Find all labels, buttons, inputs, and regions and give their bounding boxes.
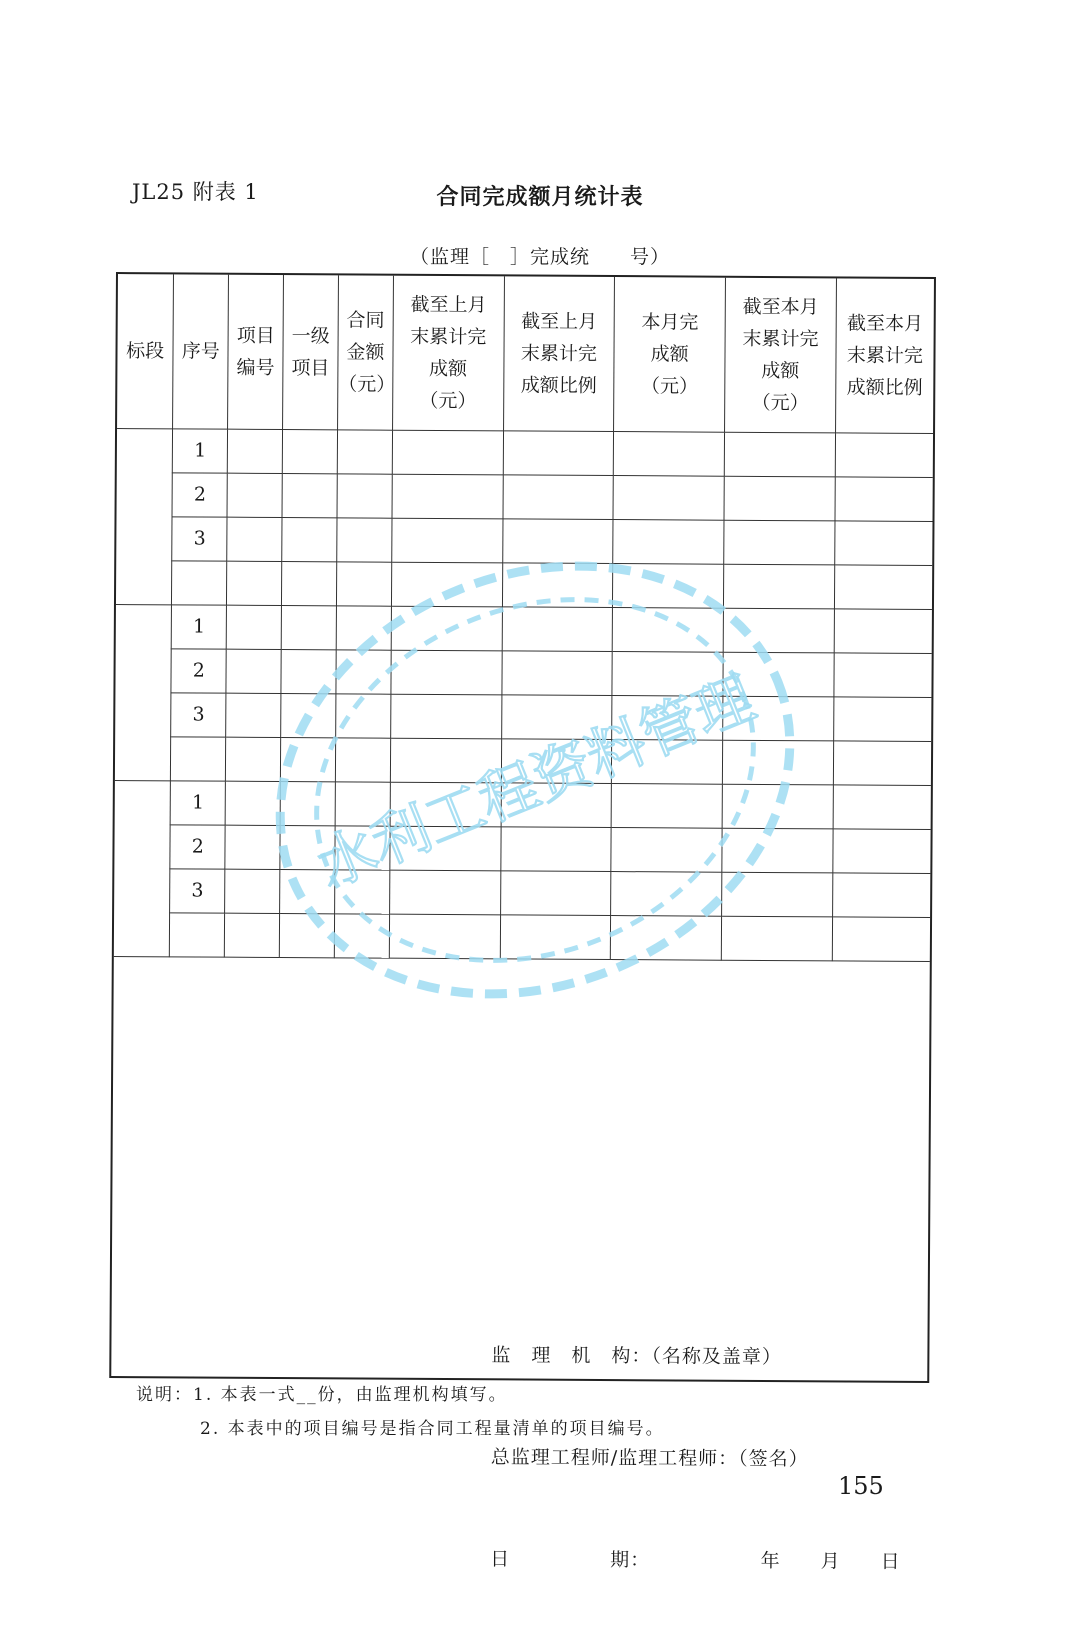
entry-cell[interactable]	[226, 693, 281, 737]
column-header-line: （元）	[751, 391, 809, 414]
entry-cell[interactable]	[723, 608, 834, 653]
entry-cell[interactable]	[391, 650, 502, 695]
completion-table	[114, 274, 934, 961]
entry-cell[interactable]	[227, 517, 282, 561]
table-header-row	[117, 274, 934, 433]
entry-cell[interactable]	[392, 518, 503, 563]
entry-cell[interactable]	[722, 740, 833, 785]
entry-cell[interactable]	[723, 696, 834, 741]
table-row	[115, 692, 931, 741]
entry-cell[interactable]	[722, 828, 833, 873]
entry-cell[interactable]	[834, 564, 932, 609]
entry-cell[interactable]	[502, 518, 613, 563]
entry-cell[interactable]	[502, 606, 613, 651]
row-number-cell: 2	[172, 472, 227, 516]
entry-cell[interactable]	[502, 562, 613, 607]
entry-cell[interactable]	[724, 520, 835, 565]
entry-cell[interactable]	[225, 913, 280, 957]
entry-cell[interactable]	[834, 608, 932, 653]
entry-cell[interactable]	[281, 605, 336, 649]
engineer-signature-label: 总监理工程师/监理工程师：（签名）	[490, 1446, 809, 1471]
section-cell[interactable]	[116, 428, 173, 604]
entry-cell[interactable]	[334, 913, 389, 957]
entry-cell[interactable]	[336, 605, 391, 649]
column-header-line: 成额	[761, 359, 800, 382]
table-row	[115, 648, 931, 697]
entry-cell[interactable]	[337, 473, 392, 517]
section-cell[interactable]	[114, 780, 171, 956]
entry-cell[interactable]	[722, 784, 833, 829]
entry-cell[interactable]	[227, 561, 282, 605]
entry-cell[interactable]	[503, 474, 614, 519]
entry-cell[interactable]	[503, 430, 614, 475]
table-row	[116, 604, 932, 653]
table-row	[117, 472, 933, 521]
column-header-line: 截至上月	[410, 293, 487, 317]
column-header	[173, 274, 229, 428]
entry-cell[interactable]	[613, 607, 724, 652]
entry-cell[interactable]	[835, 476, 933, 521]
entry-cell[interactable]	[500, 914, 611, 959]
column-header	[835, 278, 934, 433]
column-header-line: 末累计完	[742, 327, 819, 351]
column-header-line: 成额比例	[520, 374, 597, 397]
entry-cell[interactable]	[501, 650, 612, 695]
table-row	[115, 780, 931, 829]
entry-cell[interactable]	[391, 606, 502, 651]
column-header-line: 末累计完	[520, 342, 598, 365]
entry-cell[interactable]	[723, 652, 834, 697]
entry-cell[interactable]	[335, 737, 390, 781]
entry-cell[interactable]	[336, 649, 391, 693]
entry-cell[interactable]	[833, 696, 931, 741]
entry-cell[interactable]	[280, 825, 335, 869]
entry-cell[interactable]	[226, 605, 281, 649]
row-number-cell: 3	[170, 868, 225, 912]
entry-cell[interactable]	[281, 693, 336, 737]
entry-cell[interactable]	[390, 826, 501, 871]
entry-cell[interactable]	[612, 651, 723, 696]
entry-cell[interactable]	[611, 827, 722, 872]
entry-cell[interactable]	[833, 784, 931, 829]
column-header	[117, 274, 174, 428]
entry-cell[interactable]	[279, 913, 334, 957]
column-header	[392, 276, 504, 431]
entry-cell[interactable]	[225, 869, 280, 913]
table-row	[114, 824, 930, 873]
note-line-1: 说明：1. 本表一式__份，由监理机构填写。	[136, 1385, 508, 1405]
entry-cell[interactable]	[389, 914, 500, 959]
column-header-line: 截至本月	[847, 312, 924, 335]
entry-cell[interactable]	[835, 520, 933, 565]
column-header-line: 标段	[126, 339, 165, 363]
entry-cell[interactable]	[721, 916, 832, 961]
table-row	[115, 736, 931, 785]
table-row	[114, 868, 930, 917]
entry-cell[interactable]	[336, 693, 391, 737]
column-header-line: 截至本月	[742, 295, 819, 319]
entry-cell[interactable]	[335, 825, 390, 869]
column-header-line: （元）	[338, 373, 396, 396]
row-number-cell: 1	[173, 428, 228, 472]
table-row	[116, 516, 932, 565]
entry-cell[interactable]	[611, 915, 722, 960]
column-header-line: 末累计完	[410, 325, 487, 349]
entry-cell[interactable]	[835, 432, 933, 477]
column-header-line: 成额比例	[846, 376, 923, 399]
entry-cell[interactable]	[281, 649, 336, 693]
entry-cell[interactable]	[390, 738, 501, 783]
table-row	[117, 428, 933, 477]
column-header-line: 本月完	[641, 310, 699, 334]
entry-cell[interactable]	[389, 870, 500, 915]
column-header	[614, 277, 726, 432]
form-subtitle: （监理［ ］完成统 号）	[409, 246, 670, 268]
form-title: 合同完成额月统计表	[436, 185, 644, 210]
entry-cell[interactable]	[613, 563, 724, 608]
entry-cell[interactable]	[337, 429, 392, 473]
table-row	[116, 560, 932, 609]
row-number-cell: 3	[172, 516, 227, 560]
entry-cell[interactable]	[335, 781, 390, 825]
column-header-line: 截至上月	[521, 310, 598, 333]
column-header	[283, 275, 339, 429]
entry-cell[interactable]	[501, 694, 612, 739]
entry-cell[interactable]	[225, 825, 280, 869]
row-number-cell: 3	[171, 692, 226, 736]
signature-block	[490, 1270, 903, 1647]
column-header-line: 项目	[236, 324, 275, 347]
column-header-line: 成额	[429, 357, 468, 380]
section-cell[interactable]	[115, 604, 172, 780]
entry-cell[interactable]	[614, 431, 725, 476]
entry-cell[interactable]	[611, 871, 722, 916]
column-header	[337, 275, 396, 429]
entry-cell[interactable]	[724, 432, 835, 477]
entry-cell[interactable]	[724, 564, 835, 609]
entry-cell[interactable]	[501, 738, 612, 783]
entry-cell[interactable]	[280, 781, 335, 825]
column-header-line: 合同	[346, 309, 385, 332]
entry-cell[interactable]	[282, 517, 337, 561]
column-header	[503, 276, 615, 431]
entry-cell[interactable]	[613, 519, 724, 564]
entry-cell[interactable]	[336, 561, 391, 605]
column-header-line: 金额	[346, 341, 385, 364]
entry-cell[interactable]	[724, 476, 835, 521]
column-header-line: 编号	[236, 356, 275, 379]
entry-cell[interactable]	[722, 872, 833, 917]
date-label: 日 期： 年 月 日	[490, 1548, 901, 1573]
note-line-2: 2. 本表中的项目编号是指合同工程量清单的项目编号。	[200, 1419, 665, 1439]
row-number-cell: 1	[171, 780, 226, 824]
entry-cell[interactable]	[225, 781, 280, 825]
row-number-cell: 2	[170, 824, 225, 868]
entry-cell[interactable]	[335, 869, 390, 913]
entry-cell[interactable]	[280, 869, 335, 913]
row-number-cell	[171, 736, 226, 780]
row-number-cell	[170, 912, 225, 956]
entry-cell[interactable]	[337, 517, 392, 561]
entry-cell[interactable]	[390, 694, 501, 739]
column-header-line: 成额	[650, 343, 689, 366]
entry-cell[interactable]	[226, 649, 281, 693]
column-header	[228, 275, 284, 429]
entry-cell[interactable]	[282, 473, 337, 517]
column-header-line: 序号	[181, 340, 220, 363]
entry-cell[interactable]	[392, 474, 503, 519]
entry-cell[interactable]	[280, 737, 335, 781]
supervision-org-label: 监 理 机 构：（名称及盖章）	[491, 1344, 782, 1369]
entry-cell[interactable]	[390, 782, 501, 827]
entry-cell[interactable]	[612, 739, 723, 784]
column-header-line: （元）	[419, 389, 477, 412]
entry-cell[interactable]	[501, 782, 612, 827]
entry-cell[interactable]	[832, 916, 930, 961]
column-header	[725, 278, 837, 433]
notes	[136, 1378, 665, 1446]
entry-cell[interactable]	[832, 872, 930, 917]
entry-cell[interactable]	[227, 473, 282, 517]
entry-cell[interactable]	[613, 475, 724, 520]
page-number: 155	[838, 1472, 884, 1500]
row-number-cell	[172, 560, 227, 604]
column-header-line: 末累计完	[846, 344, 923, 367]
entry-cell[interactable]	[500, 826, 611, 871]
entry-cell[interactable]	[391, 562, 502, 607]
entry-cell[interactable]	[392, 430, 503, 475]
form-code: JL25 附表 1	[132, 180, 259, 204]
column-header-line: 一级	[291, 324, 330, 348]
entry-cell[interactable]	[833, 740, 931, 785]
entry-cell[interactable]	[833, 828, 931, 873]
entry-cell[interactable]	[834, 652, 932, 697]
row-number-cell: 1	[172, 604, 227, 648]
entry-cell[interactable]	[500, 870, 611, 915]
entry-cell[interactable]	[228, 429, 283, 473]
entry-cell[interactable]	[282, 561, 337, 605]
column-header-line: （元）	[640, 374, 699, 398]
entry-cell[interactable]	[612, 695, 723, 740]
row-number-cell: 2	[171, 648, 226, 692]
entry-cell[interactable]	[226, 737, 281, 781]
entry-cell[interactable]	[282, 429, 337, 473]
table-row	[114, 912, 930, 961]
column-header-line: 项目	[291, 356, 330, 380]
entry-cell[interactable]	[611, 783, 722, 828]
watermark-text: 水利工程资料管理	[307, 663, 764, 901]
